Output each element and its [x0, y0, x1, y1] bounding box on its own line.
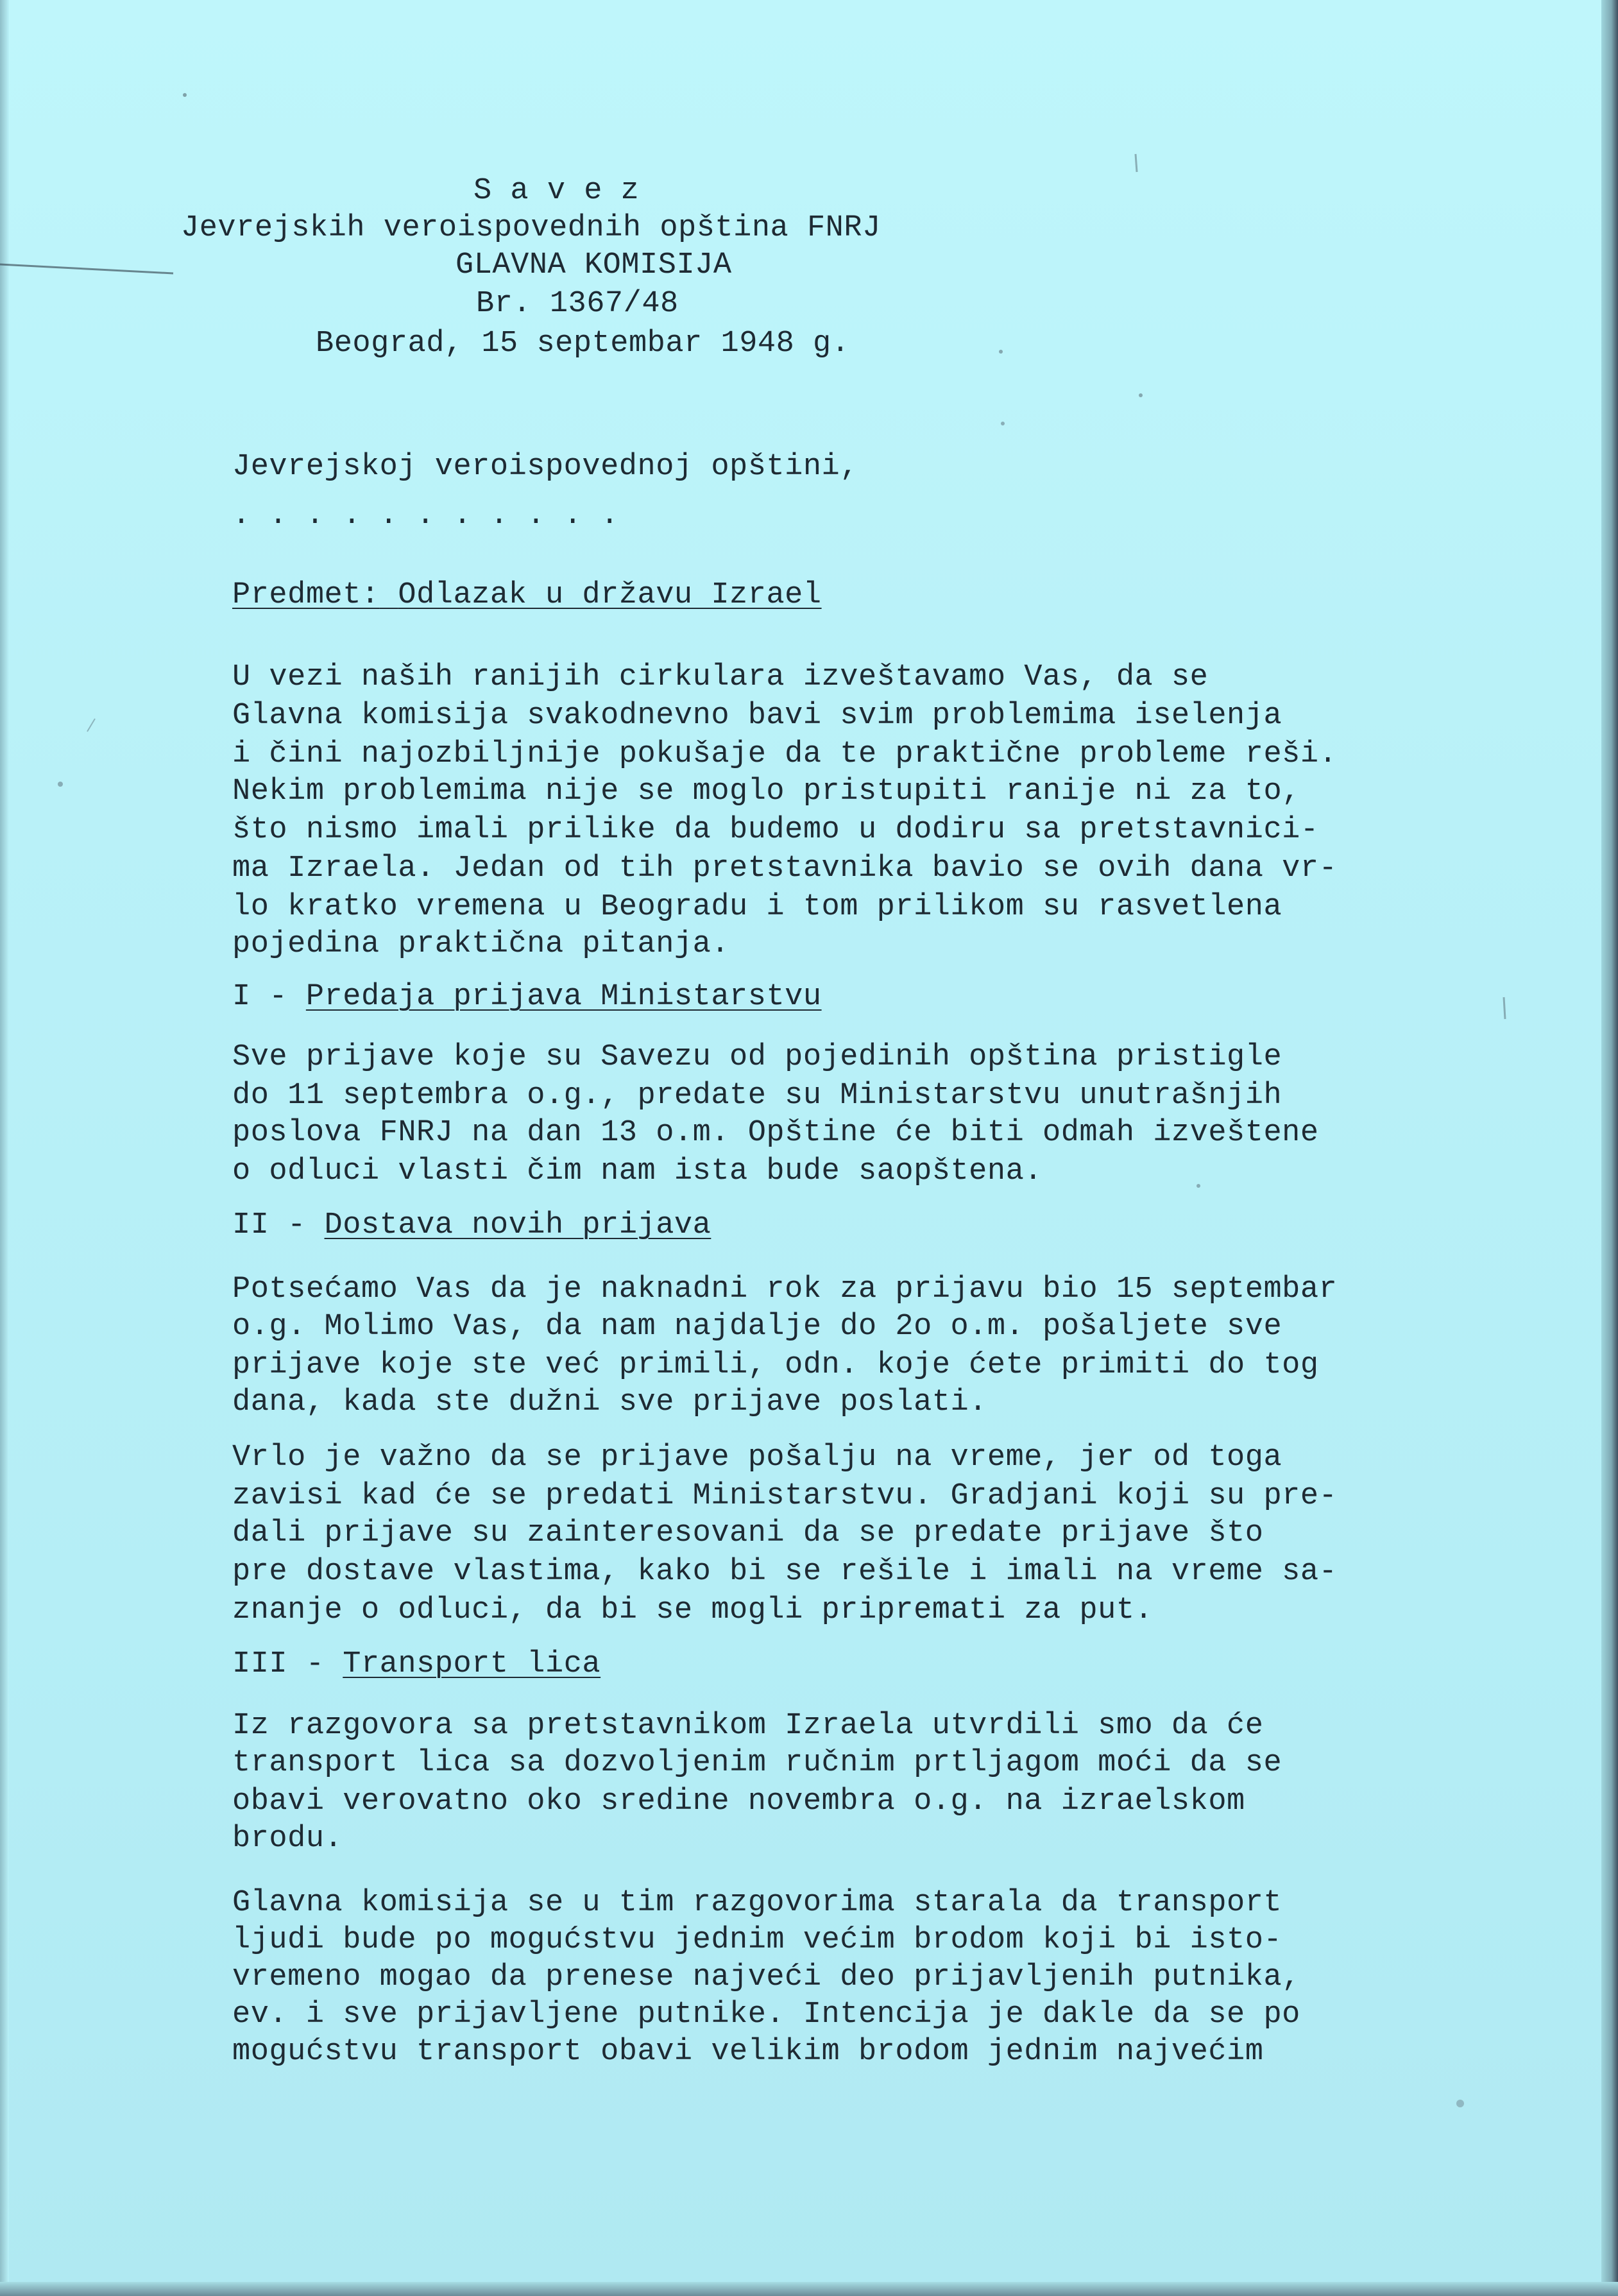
section-3-line: ljudi bude po mogućstvu jednim većim brodom koji bi isto-	[232, 1923, 1282, 1957]
addressee-line: Jevrejskoj veroispovednoj opštini,	[232, 450, 858, 484]
section-title: Transport lica	[343, 1647, 601, 1681]
reference-number: Br. 1367/48	[476, 287, 679, 321]
section-3-line: obavi verovatno oko sredine novembra o.g. na izraelskom	[232, 1785, 1245, 1819]
intro-line: Nekim problemima nije se moglo pristupiti ranije ni za to,	[232, 775, 1300, 809]
intro-line: lo kratko vremena u Beogradu i tom prilikom su rasvetlena	[232, 890, 1282, 924]
intro-line: U vezi naših ranijih cirkulara izveštavamo Vas, da se	[232, 660, 1209, 694]
intro-line: i čini najozbiljnije pokušaje da te praktične probleme reši.	[232, 737, 1338, 771]
section-3-line: transport lica sa dozvoljenim ručnim prtljagom moći da se	[232, 1746, 1282, 1780]
place-date: Beograd, 15 septembar 1948 g.	[316, 327, 850, 361]
organization-line-1: S a v e z	[473, 174, 640, 208]
section-2-line: pre dostave vlastima, kako bi se rešile i imali na vreme sa-	[232, 1555, 1338, 1589]
commission-name: GLAVNA KOMISIJA	[456, 248, 732, 282]
section-2-line: znanje o odluci, da bi se mogli pripremati za put.	[232, 1593, 1154, 1627]
organization-line-2: Jevrejskih veroispovednih opština FNRJ	[181, 211, 881, 245]
intro-line: pojedina praktična pitanja.	[232, 927, 730, 961]
intro-line: ma Izraela. Jedan od tih pretstavnika bavio se ovih dana vr-	[232, 852, 1338, 886]
section-number: II -	[232, 1208, 306, 1242]
section-3-line: vremeno mogao da prenese najveći deo prijavljenih putnika,	[232, 1960, 1300, 1994]
section-1-line: o odluci vlasti čim nam ista bude saopštena.	[232, 1154, 1043, 1188]
section-2-line: dali prijave su zainteresovani da se predate prijave što	[232, 1516, 1264, 1550]
section-heading-2	[232, 1208, 711, 1244]
section-2-line: Potsećamo Vas da je naknadni rok za prijavu bio 15 septembar	[232, 1272, 1338, 1306]
subject-line	[232, 578, 822, 613]
intro-line: Glavna komisija svakodnevno bavi svim problemima iselenja	[232, 699, 1282, 733]
section-number: III -	[232, 1647, 325, 1681]
intro-line: što nismo imali prilike da budemo u dodiru sa pretstavnici-	[232, 813, 1319, 847]
section-2-line: prijave koje ste već primili, odn. koje ćete primiti do tog	[232, 1348, 1319, 1382]
section-heading-1	[232, 979, 822, 1015]
section-1-line: Sve prijave koje su Savezu od pojedinih opština pristigle	[232, 1040, 1282, 1074]
section-2-line: dana, kada ste dužni sve prijave poslati.	[232, 1385, 987, 1419]
addressee-dots: . . . . . . . . . . .	[232, 499, 619, 533]
section-number: I -	[232, 980, 288, 1014]
section-2-line: Vrlo je važno da se prijave pošalju na vreme, jer od toga	[232, 1441, 1282, 1475]
section-3-line: ev. i sve prijavljene putnike. Intencija je dakle da se po	[232, 1998, 1300, 2032]
section-1-line: poslova FNRJ na dan 13 o.m. Opštine će biti odmah izveštene	[232, 1116, 1319, 1150]
section-2-line: o.g. Molimo Vas, da nam najdalje do 2o o.m. pošaljete sve	[232, 1310, 1282, 1344]
subject-label: Predmet:	[232, 578, 380, 612]
section-3-line: brodu.	[232, 1822, 343, 1856]
section-3-line: Glavna komisija se u tim razgovorima starala da transport	[232, 1886, 1282, 1920]
section-title: Dostava novih prijava	[324, 1208, 711, 1242]
section-2-line: zavisi kad će se predati Ministarstvu. Gradjani koji su pre-	[232, 1479, 1338, 1513]
section-3-line: Iz razgovora sa pretstavnikom Izraela utvrdili smo da će	[232, 1709, 1264, 1743]
section-1-line: do 11 septembra o.g., predate su Ministarstvu unutrašnjih	[232, 1079, 1282, 1113]
section-heading-3	[232, 1647, 600, 1683]
section-title: Predaja prijava Ministarstvu	[305, 980, 822, 1014]
section-3-line: mogućstvu transport obavi velikim brodom jednim najvećim	[232, 2035, 1264, 2069]
subject-text: Odlazak u državu Izrael	[398, 578, 822, 612]
